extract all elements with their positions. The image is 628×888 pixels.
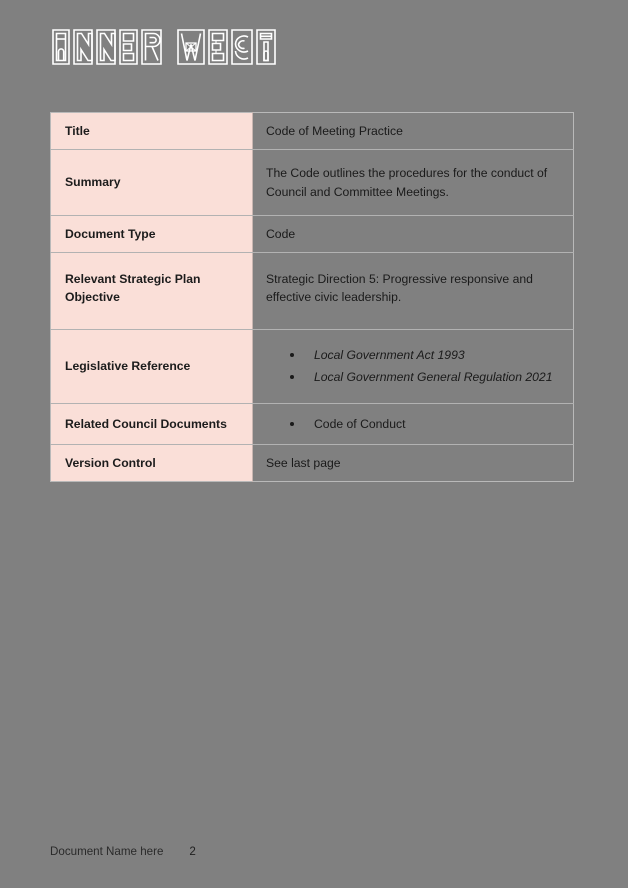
table-row xyxy=(51,113,574,150)
row-value-summary xyxy=(253,150,574,216)
row-value-strategic-plan-objective xyxy=(253,253,574,330)
page-footer xyxy=(50,845,196,858)
row-value-document-type xyxy=(253,215,574,252)
table-row xyxy=(51,403,574,444)
value-text: See last page xyxy=(266,456,341,471)
table-row xyxy=(51,215,574,252)
list-item: Code of Conduct xyxy=(290,413,562,435)
table-row xyxy=(51,445,574,482)
row-value-title xyxy=(253,113,574,150)
row-label-version-control: Version Control xyxy=(51,445,253,482)
row-value-version-control xyxy=(253,445,574,482)
value-text: Code xyxy=(266,226,296,241)
list-item: Local Government General Regulation 2021 xyxy=(290,366,562,388)
document-metadata-table xyxy=(50,112,574,482)
footer-page-number: 2 xyxy=(189,845,196,858)
value-text: The Code outlines the procedures for the conduct of Council and Committee Meetings. xyxy=(266,166,548,199)
row-label-summary: Summary xyxy=(51,150,253,216)
row-label-title: Title xyxy=(51,113,253,150)
value-text: Code of Meeting Practice xyxy=(266,124,403,138)
row-value-legislative-reference xyxy=(253,329,574,403)
row-label-strategic-plan-objective: Relevant Strategic Plan Objective xyxy=(51,253,253,330)
row-value-related-council-documents xyxy=(253,403,574,444)
related-council-documents-list xyxy=(266,413,562,435)
table-row xyxy=(51,329,574,403)
inner-west-logo-mark xyxy=(50,26,310,68)
row-label-related-council-documents: Related Council Documents xyxy=(51,403,253,444)
row-label-legislative-reference: Legislative Reference xyxy=(51,329,253,403)
legislative-reference-list xyxy=(266,344,562,389)
value-text: Strategic Direction 5: Progressive responsive and effective civic leadership. xyxy=(266,272,533,305)
list-item: Local Government Act 1993 xyxy=(290,344,562,366)
table-row xyxy=(51,253,574,330)
table-row xyxy=(51,150,574,216)
inner-west-logo xyxy=(50,26,310,68)
footer-document-name: Document Name here xyxy=(50,845,164,858)
row-label-document-type: Document Type xyxy=(51,215,253,252)
